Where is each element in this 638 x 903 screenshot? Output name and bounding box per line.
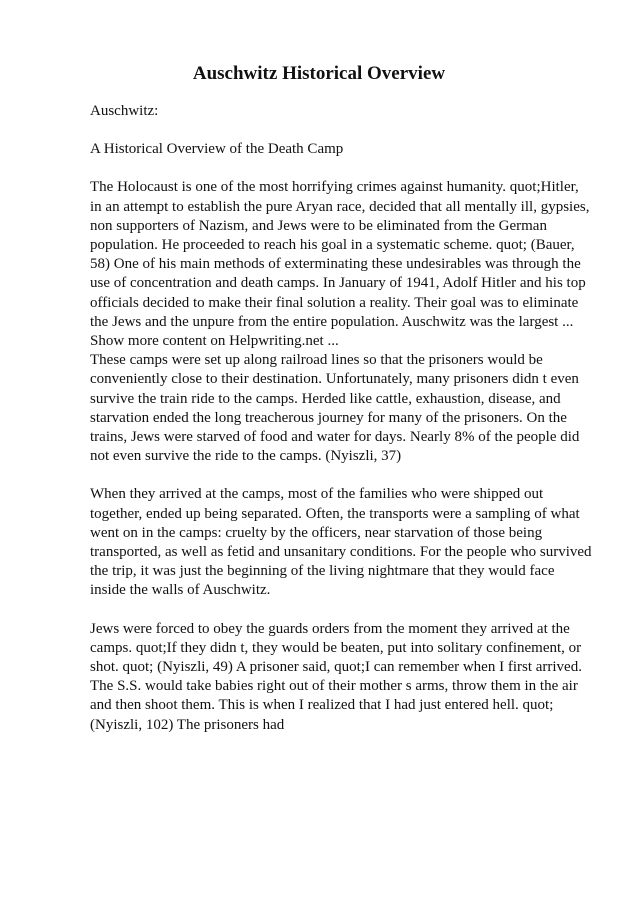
paragraph-guards: Jews were forced to obey the guards orders from the moment they arrived at the camps. quot;If they didn t, they would be beaten, put into solitary confinement, or shot. quot; (Nyiszli, 49) A prisoner said, quot;I can remember when I first arrived. The S.S. would take babies right out of their mother s arms, throw them in the air and then shoot them. This is when I realized that I had just entered hell. quot; (Nyiszli, 102) The prisoners had	[90, 620, 582, 733]
paragraph-subtitle: A Historical Overview of the Death Camp	[90, 141, 344, 158]
paragraph-intro: The Holocaust is one of the most horrifying crimes against humanity. quot;Hitler, in an attempt to establish the pure Aryan race, decided that all mentally ill, gypsies, non supporters of Nazism, and Jews were to be eliminated from the German population. He proceeded to reach his goal in a systematic scheme. quot; (Bauer, 58) One of his main methods of exterminating these undesirables was through the use of concentration and death camps. In January of 1941, Adolf Hitler and his top officials decided to make their final solution a reality. Their goal was to eliminate the Jews and the unpure from the entire population. Auschwitz was the largest ... Show more content on Helpwriting.net ...	[90, 179, 590, 350]
paragraph-camps: These camps were set up along railroad lines so that the prisoners would be conveniently close to their destination. Unfortunately, many prisoners didn t even survive the train ride to the camps. Herded like cattle, exhaustion, disease, and starvation ended the long treacherous journey for many of the prisoners. On the trains, Jews were starved of food and water for days. Nearly 8% of the people did not even survive the ride to the camps. (Nyiszli, 37)	[90, 352, 580, 465]
paragraph-arrival: When they arrived at the camps, most of the families who were shipped out together, ended up being separated. Often, the transports were a sampling of what went on in the camps: cruelty by the officers, near starvation of those being transported, as well as fetid and unsanitary conditions. For the people who survived the trip, it was just the beginning of the living nightmare that they would face inside the walls of Auschwitz.	[90, 486, 592, 599]
document-title: Auschwitz Historical Overview	[192, 63, 446, 84]
paragraph-heading: Auschwitz:	[90, 103, 159, 119]
